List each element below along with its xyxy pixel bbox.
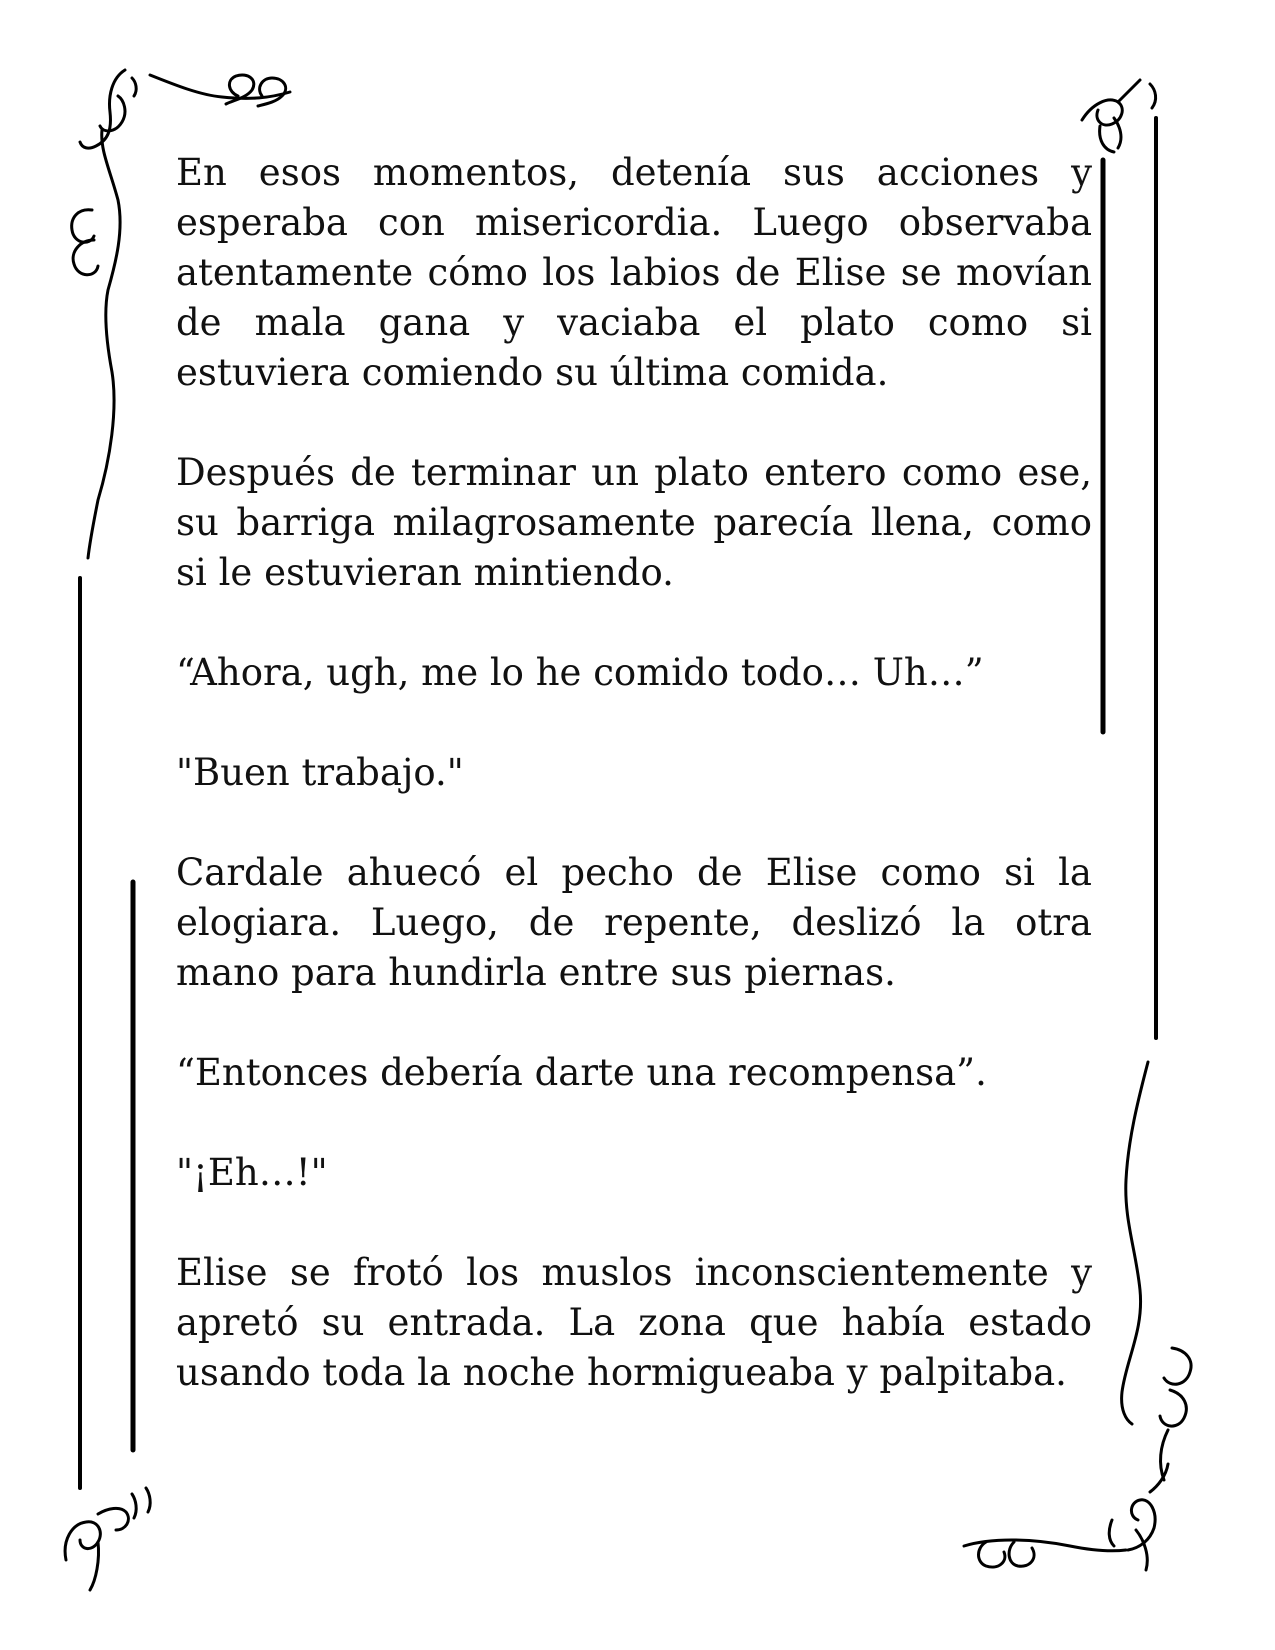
paragraph-1: En esos momentos, detenía sus acciones y esperaba con misericordia. Luego observaba atentamente cómo los labios de Elise se movían de mala gana y vaciaba el plato como si estuviera comiendo su última comida. [176,151,1092,394]
paragraph-6: “Entonces debería darte una recompensa”. [176,1051,987,1094]
paragraph-4: "Buen trabajo." [176,751,464,794]
paragraph-7: "¡Eh…!" [176,1151,328,1194]
flourish-top-right [1082,80,1156,152]
body-text [176,148,1092,1448]
flourish-bottom-left [65,1488,150,1590]
paragraph-8: Elise se frotó los muslos inconscientemente y apretó su entrada. La zona que había estado usando toda la noche hormigueaba y palpitaba. [176,1251,1092,1394]
flourish-bottom-right [964,1464,1168,1570]
paragraph-3: “Ahora, ugh, me lo he comido todo… Uh…” [176,651,984,694]
flourish-right-wave [1122,1062,1191,1480]
paragraph-5: Cardale ahuecó el pecho de Elise como si la elogiara. Luego, de repente, deslizó la otra mano para hundirla entre sus piernas. [176,851,1092,994]
paragraph-2: Después de terminar un plato entero como ese, su barriga milagrosamente parecía llena, como si le estuvieran mintiendo. [176,451,1092,594]
